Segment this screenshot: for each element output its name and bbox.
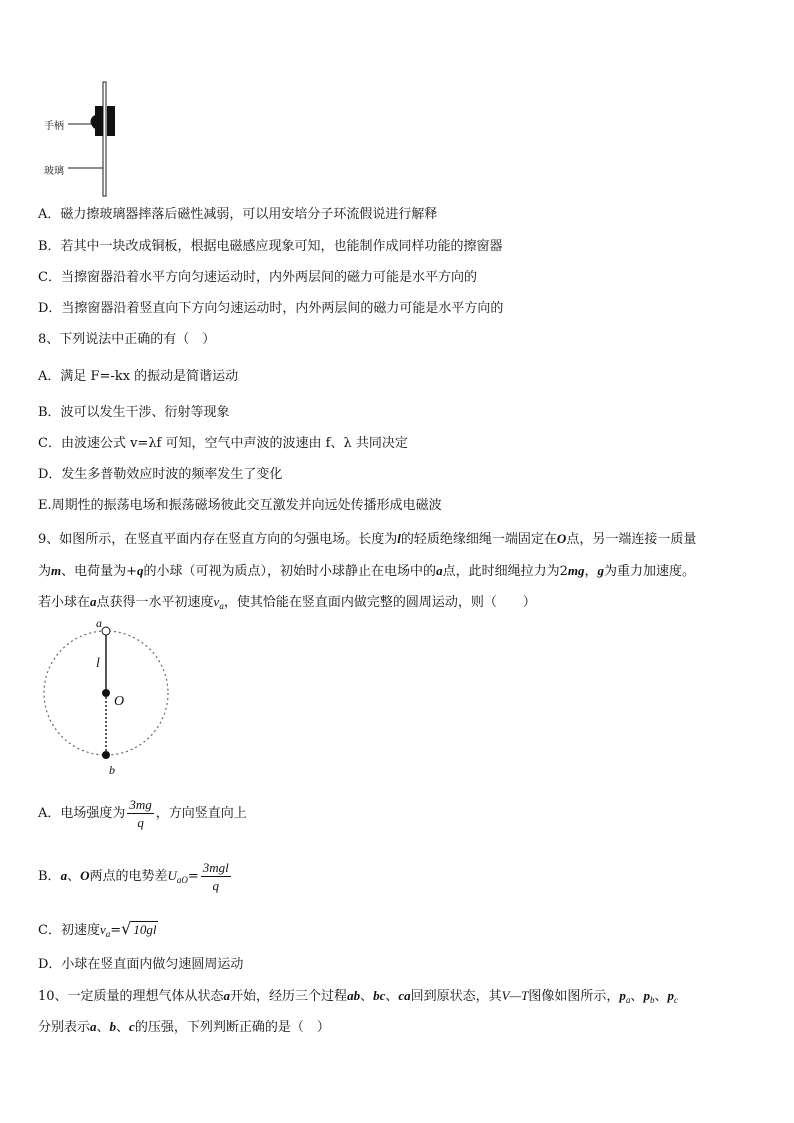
handle-label: 手柄 — [44, 121, 64, 132]
q8-stem: 8、下列说法中正确的有（ ） — [38, 332, 216, 347]
q9-var-q: q — [137, 563, 144, 578]
q9-a-fraction — [127, 796, 153, 831]
q9-b-denominator: q — [212, 878, 220, 893]
q9-text: 点，此时细绳拉力为2 — [442, 564, 568, 579]
q9-text: 9、如图所示，在竖直平面内存在竖直方向的匀强电场。长度为 — [38, 532, 398, 547]
q10-text: 、 — [116, 1020, 130, 1035]
inner-magnet-block — [95, 106, 103, 136]
q9-option-d: D．小球在竖直面内做匀速圆周运动 — [38, 957, 244, 972]
q9-a-text: A．电场强度为 — [38, 806, 126, 821]
q9-stem-line2 — [38, 562, 695, 581]
q9-text: 为重力加速度。 — [603, 564, 695, 579]
q10-text: 图像如图所示， — [528, 989, 620, 1004]
q9-text: ，使其恰能在竖直面内做完整的圆周运动，则（ ） — [223, 595, 536, 610]
point-O-pivot — [102, 689, 110, 697]
q10-var-sub: a — [625, 995, 631, 1005]
q10-var: c — [129, 1019, 135, 1034]
q10-var: a — [90, 1019, 97, 1034]
q10-text: 分别表示 — [38, 1020, 91, 1035]
q10-var: V—T — [501, 988, 529, 1003]
fig-label-l: l — [96, 656, 100, 671]
q9-text: 若小球在 — [38, 595, 91, 610]
q9-text: 点，另一端连接一质量 — [566, 532, 697, 547]
q9-option-a — [38, 796, 247, 832]
outer-magnet-block — [107, 106, 115, 136]
q9-b-var-a: a — [60, 868, 68, 883]
q10-var: b — [109, 1019, 117, 1034]
q9-a-text: ，方向竖直向上 — [155, 806, 247, 821]
q8-option-b: B．波可以发生干涉、衍射等现象 — [38, 405, 230, 420]
q9-var-a: a — [436, 563, 443, 578]
q10-var: p — [643, 988, 650, 1003]
fig-label-O: O — [114, 694, 125, 709]
q9-text: 为 — [38, 564, 52, 579]
circle-motion-figure — [38, 620, 188, 780]
fig-label-b: b — [109, 763, 115, 777]
q9-var-m: m — [51, 563, 62, 578]
q9-option-b — [38, 858, 233, 898]
q9-text: 的轻质绝缘细绳一端固定在 — [400, 532, 557, 547]
q9-var-g: g — [597, 563, 604, 578]
q8-option-d: D．发生多普勒效应时波的频率发生了变化 — [38, 467, 283, 482]
q10-var: a — [223, 988, 231, 1003]
q7-option-b: B．若其中一块改成铜板，根据电磁感应现象可知，也能制作成同样功能的擦窗器 — [38, 239, 503, 254]
q10-text: 回到原状态，其 — [410, 989, 502, 1004]
q9-var-v: v — [213, 594, 220, 609]
q10-text: 10、一定质量的理想气体从状态 — [38, 989, 224, 1004]
q10-stem-line1 — [38, 987, 678, 1009]
q8-option-e: E.周期性的振荡电场和振荡磁场彼此交互激发并向远处传播形成电磁波 — [38, 498, 442, 513]
q9-b-var-U: U — [167, 868, 177, 883]
sqrt-icon: √ — [121, 919, 132, 938]
point-b-dot — [102, 751, 110, 759]
q10-text: 、 — [654, 989, 668, 1004]
q10-stem-line2 — [38, 1018, 330, 1037]
q9-var-mg: mg — [567, 563, 585, 578]
q10-text: 、 — [360, 989, 374, 1004]
q7-option-d: D．当擦窗器沿着竖直向下方向匀速运动时，内外两层间的磁力可能是水平方向的 — [38, 301, 504, 316]
q9-a-numerator: 3mg — [129, 797, 152, 812]
q9-b-var-U-sub: aO — [176, 875, 188, 885]
handle-shape — [92, 116, 96, 128]
q10-var: ab — [347, 988, 361, 1003]
q9-var-l: l — [397, 531, 401, 546]
q9-text: 点获得一水平初速度 — [96, 595, 214, 610]
q10-text: 开始，经历三个过程 — [230, 989, 348, 1004]
q10-text: 、 — [96, 1020, 110, 1035]
q9-b-fraction — [201, 859, 231, 894]
window-cleaner-figure — [40, 78, 130, 198]
q9-b-var-O: O — [80, 868, 90, 883]
q9-text: ， — [584, 564, 598, 579]
q9-option-c — [38, 918, 158, 945]
q9-b-text: 、 — [67, 869, 81, 884]
q9-b-text: B． — [38, 869, 61, 884]
q10-text: 、 — [630, 989, 644, 1004]
q8-option-a: A．满足 F=-kx 的振动是简谐运动 — [38, 369, 239, 384]
q9-b-text: 两点的电势差 — [89, 869, 168, 884]
q10-var-sub: c — [673, 995, 678, 1005]
q10-var: p — [667, 988, 674, 1003]
q9-text: 的小球（可视为质点），初始时小球静止在电场中的 — [143, 564, 437, 579]
q7-option-a: A．磁力擦玻璃器摔落后磁性减弱，可以用安培分子环流假说进行解释 — [38, 207, 438, 222]
q9-var-a: a — [90, 594, 97, 609]
q9-c-eq: = — [110, 923, 122, 938]
q9-b-numerator: 3mgl — [202, 860, 229, 875]
q9-var-v-sub: a — [219, 601, 224, 611]
q9-c-var-v-sub: a — [105, 929, 111, 939]
q9-c-radicand: 10gl — [133, 922, 157, 937]
q8-option-c: C．由波速公式 v=λf 可知，空气中声波的波速由 f、λ 共同决定 — [38, 436, 408, 451]
q10-var: p — [619, 988, 626, 1003]
fig-label-a: a — [96, 616, 102, 630]
glass-pane — [103, 82, 106, 196]
point-a-ball — [102, 627, 110, 635]
q10-var: bc — [373, 988, 386, 1003]
q9-text: 、电荷量为+ — [61, 564, 138, 579]
q10-var-sub: b — [649, 995, 655, 1005]
q10-text: 的压强，下列判断正确的是（ ） — [134, 1020, 330, 1035]
q7-option-c: C．当擦窗器沿着水平方向匀速运动时，内外两层间的磁力可能是水平方向的 — [38, 270, 477, 285]
q9-c-text: C．初速度 — [38, 923, 100, 938]
q9-c-var-v: v — [99, 922, 106, 937]
q9-b-eq: = — [187, 869, 199, 884]
q9-stem-line1 — [38, 530, 696, 549]
q9-a-denominator: q — [137, 815, 144, 830]
q9-var-O: O — [556, 531, 567, 546]
q10-var: ca — [398, 988, 411, 1003]
glass-label: 玻璃 — [44, 166, 64, 177]
q10-text: 、 — [385, 989, 399, 1004]
q9-stem-line3 — [38, 593, 536, 615]
